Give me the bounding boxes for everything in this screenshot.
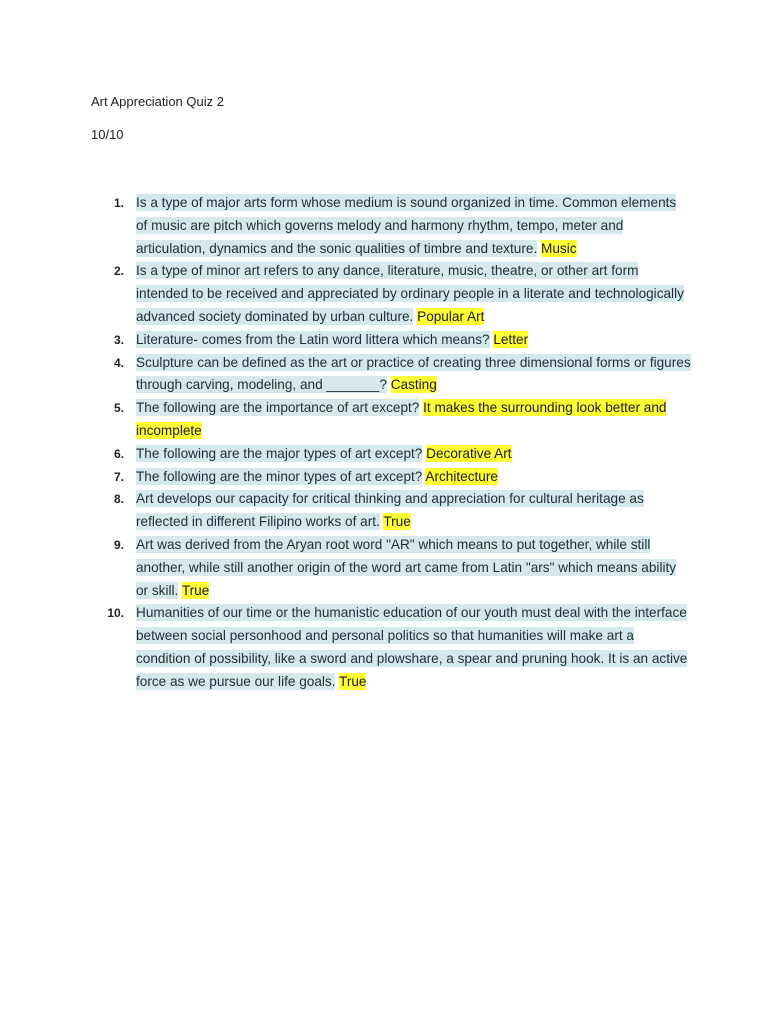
quiz-item xyxy=(91,397,691,443)
answer-text: Music xyxy=(541,240,577,256)
question-text: The following are the minor types of art except? xyxy=(136,468,423,484)
question-text: The following are the importance of art except? xyxy=(136,400,420,416)
item-number: 6. xyxy=(113,446,124,461)
item-number: 4. xyxy=(113,355,124,370)
item-number: 1. xyxy=(113,196,124,210)
question-text: Art develops our capacity for critical thinking and appreciation for cultural heritage as reflected in different Filipino works of art. xyxy=(136,491,644,530)
quiz-score: 10/10 xyxy=(91,127,124,142)
quiz-item xyxy=(91,329,691,352)
question-text: Humanities of our time or the humanistic education of our youth must deal with the interface between social personhood and personal politics so that humanities will make art a condition of possibility, like a sword and plowshare, a spear and pruning hook. It is an active force as we pursue our life goals. xyxy=(136,605,688,689)
question-text: Is a type of minor art refers to any dance, literature, music, theatre, or other art form intended to be received and appreciated by ordinary people in a literate and technologically advanced society dominated by urban culture. xyxy=(136,263,684,324)
quiz-list xyxy=(91,192,691,694)
answer-text: Letter xyxy=(493,331,529,347)
question-text: The following are the major types of art except? xyxy=(136,445,423,461)
quiz-item xyxy=(91,352,691,398)
question-text: Is a type of major arts form whose medium is sound organized in time. Common elements of music are pitch which governs melody and harmony rhythm, tempo, meter and articulation, dynamics and the sonic qualities of timbre and texture. xyxy=(136,195,677,256)
answer-text: True xyxy=(339,673,367,689)
quiz-item xyxy=(91,443,691,466)
answer-text: True xyxy=(383,514,411,530)
item-number: 7. xyxy=(113,469,124,484)
answer-text: Architecture xyxy=(425,468,498,484)
quiz-item xyxy=(91,192,691,260)
question-text: Art was derived from the Aryan root word "AR" which means to put together, while still another, while still another origin of the word art came from Latin "ars" which means ability or skill. xyxy=(136,536,677,598)
item-number: 9. xyxy=(113,537,124,552)
quiz-item xyxy=(91,466,691,489)
document-title: Art Appreciation Quiz 2 xyxy=(91,94,224,109)
quiz-item xyxy=(91,602,691,693)
answer-text: Casting xyxy=(390,377,437,393)
answer-text: True xyxy=(181,582,210,598)
item-number: 5. xyxy=(113,401,124,416)
answer-text: Decorative Art xyxy=(426,445,512,461)
question-text: Sculpture can be defined as the art or practice of creating three dimensional forms or figures through carving, modeling, and _______? xyxy=(136,354,691,393)
quiz-item xyxy=(91,534,691,602)
question-text: Literature- comes from the Latin word littera which means? xyxy=(136,331,490,347)
quiz-item xyxy=(91,260,691,328)
answer-text: It makes the surrounding look better and incomplete xyxy=(136,400,667,438)
item-number: 3. xyxy=(113,332,124,347)
item-number: 2. xyxy=(113,264,124,279)
quiz-item xyxy=(91,488,691,534)
item-number: 10. xyxy=(107,606,124,621)
answer-text: Popular Art xyxy=(417,308,485,324)
item-number: 8. xyxy=(113,492,124,507)
